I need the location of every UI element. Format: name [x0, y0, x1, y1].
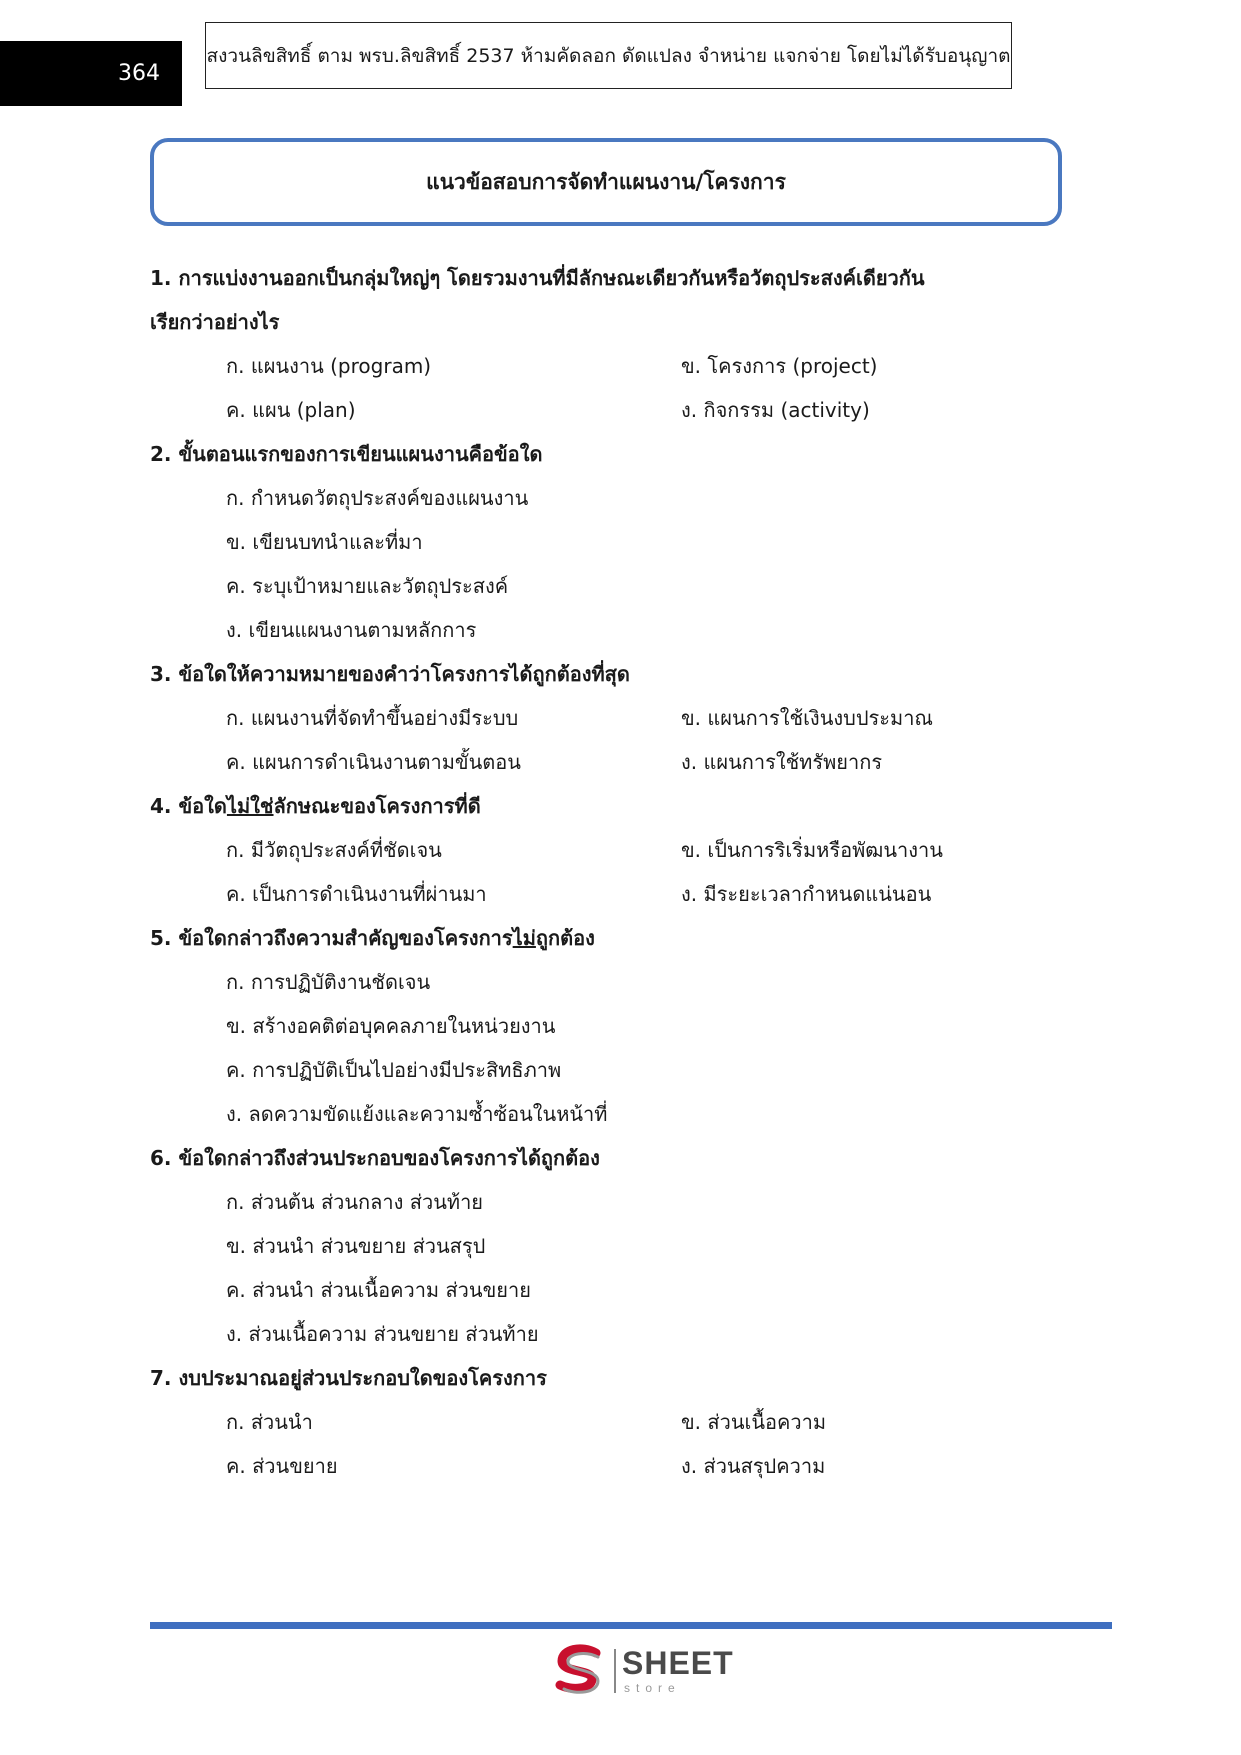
option: ข. ส่วนนำ ส่วนขยาย ส่วนสรุป — [226, 1234, 486, 1258]
option: ง. กิจกรรม (activity) — [681, 398, 870, 422]
question-text: 7. งบประมาณอยู่ส่วนประกอบใดของโครงการ — [150, 1366, 547, 1390]
option: ง. ส่วนเนื้อความ ส่วนขยาย ส่วนท้าย — [226, 1322, 539, 1346]
question-text-cont: เรียกว่าอย่างไร — [150, 310, 280, 334]
option: ข. ส่วนเนื้อความ — [681, 1410, 827, 1434]
option: ข. เขียนบทนำและที่มา — [226, 530, 423, 554]
option: ค. ส่วนขยาย — [226, 1454, 338, 1478]
question-text — [150, 784, 1100, 828]
option: ง. แผนการใช้ทรัพยากร — [681, 750, 883, 774]
copyright-notice: สงวนลิขสิทธิ์ ตาม พรบ.ลิขสิทธิ์ 2537 ห้ามคัดลอก ดัดแปลง จำหน่าย แจกจ่าย โดยไม่ได้รับอนุญาต — [205, 22, 1012, 89]
option: ก. ส่วนนำ — [226, 1410, 313, 1434]
option: ง. เขียนแผนงานตามหลักการ — [226, 618, 477, 642]
option: ข. แผนการใช้เงินงบประมาณ — [681, 706, 933, 730]
option: ค. ระบุเป้าหมายและวัตถุประสงค์ — [226, 574, 509, 598]
section-title: แนวข้อสอบการจัดทำแผนงาน/โครงการ — [150, 138, 1062, 226]
option: ก. ส่วนต้น ส่วนกลาง ส่วนท้าย — [226, 1190, 484, 1214]
option: ค. การปฏิบัติเป็นไปอย่างมีประสิทธิภาพ — [226, 1058, 562, 1082]
question-text-underlined: ไม่ — [512, 926, 536, 950]
option: ค. ส่วนนำ ส่วนเนื้อความ ส่วนขยาย — [226, 1278, 531, 1302]
option: ง. ลดความขัดแย้งและความซ้ำซ้อนในหน้าที่ — [226, 1102, 608, 1126]
option: ค. เป็นการดำเนินงานที่ผ่านมา — [226, 882, 487, 906]
option: ก. แผนงานที่จัดทำขึ้นอย่างมีระบบ — [226, 706, 519, 730]
option: ก. การปฏิบัติงานชัดเจน — [226, 970, 431, 994]
question-text — [150, 916, 1100, 960]
sheet-store-s-icon — [552, 1643, 608, 1699]
logo-subtext: store — [624, 1681, 681, 1695]
footer-divider — [150, 1622, 1112, 1629]
question-7 — [150, 1356, 1100, 1488]
question-text-pre: 5. ข้อใดกล่าวถึงความสำคัญของโครงการ — [150, 926, 513, 950]
option: ง. มีระยะเวลากำหนดแน่นอน — [681, 882, 932, 906]
question-text: 6. ข้อใดกล่าวถึงส่วนประกอบของโครงการได้ถูกต้อง — [150, 1146, 600, 1170]
option: ก. กำหนดวัตถุประสงค์ของแผนงาน — [226, 486, 529, 510]
option: ง. ส่วนสรุปความ — [681, 1454, 826, 1478]
page-number: 364 — [0, 41, 182, 106]
question-2 — [150, 432, 1100, 652]
question-5 — [150, 916, 1100, 1136]
question-text-underlined: ไม่ใช่ — [226, 794, 274, 818]
option: ค. แผน (plan) — [226, 398, 356, 422]
question-6 — [150, 1136, 1100, 1356]
question-text: 3. ข้อใดให้ความหมายของคำว่าโครงการได้ถูกต้องที่สุด — [150, 662, 630, 686]
question-1 — [150, 256, 1100, 432]
question-4 — [150, 784, 1100, 916]
question-text: 2. ขั้นตอนแรกของการเขียนแผนงานคือข้อใด — [150, 442, 543, 466]
option: ก. แผนงาน (program) — [226, 354, 432, 378]
sheet-store-logo — [552, 1643, 732, 1699]
question-text: 1. การแบ่งงานออกเป็นกลุ่มใหญ่ๆ โดยรวมงานที่มีลักษณะเดียวกันหรือวัตถุประสงค์เดียวกัน — [150, 266, 925, 290]
question-3 — [150, 652, 1100, 784]
question-text-post: ลักษณะของโครงการที่ดี — [273, 794, 481, 818]
question-text-pre: 4. ข้อใด — [150, 794, 227, 818]
option: ข. เป็นการริเริ่มหรือพัฒนางาน — [681, 838, 943, 862]
option: ข. สร้างอคติต่อบุคคลภายในหน่วยงาน — [226, 1014, 556, 1038]
question-list — [150, 256, 1100, 1488]
option: ข. โครงการ (project) — [681, 354, 878, 378]
logo-separator — [614, 1649, 616, 1693]
option: ก. มีวัตถุประสงค์ที่ชัดเจน — [226, 838, 442, 862]
logo-text: SHEET — [622, 1645, 734, 1681]
option: ค. แผนการดำเนินงานตามขั้นตอน — [226, 750, 521, 774]
question-text-post: ถูกต้อง — [535, 926, 595, 950]
